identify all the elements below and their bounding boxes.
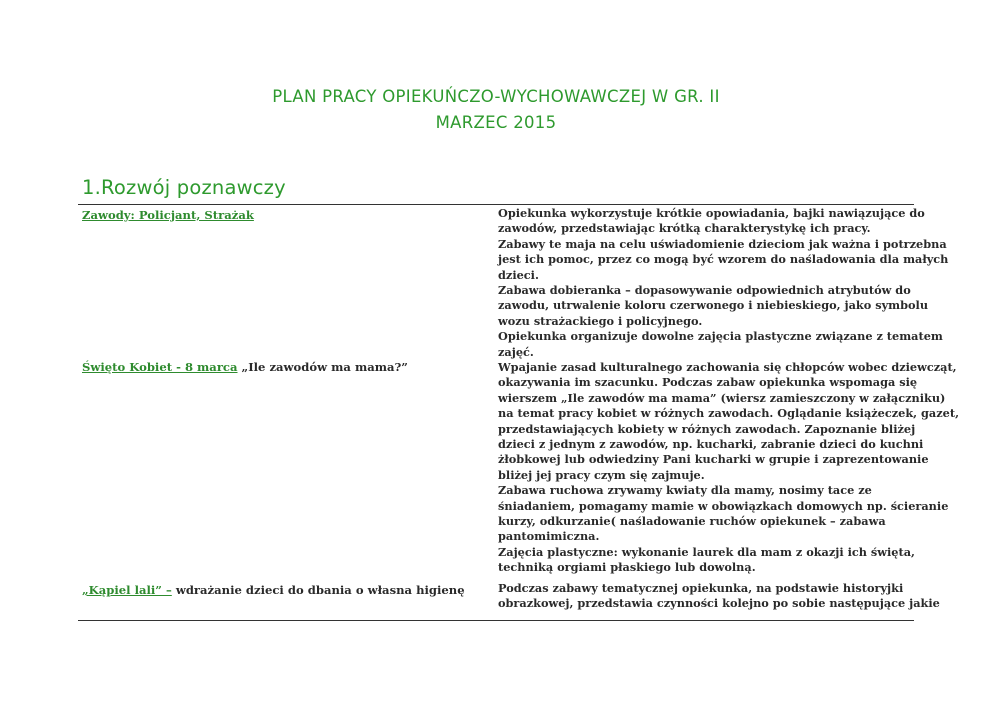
description-line: Zajęcia plastyczne: wykonanie laurek dla mam z okazji ich święta, — [498, 544, 915, 559]
topic-title: Zawody: Policjant, Strażak — [82, 208, 254, 222]
document-subtitle: MARZEC 2015 — [435, 113, 557, 132]
topic-subtitle: „Ile zawodów ma mama?” — [237, 360, 408, 374]
row-left-cell — [82, 208, 254, 222]
description-line: zawodu, utrwalenie koloru czerwonego i niebieskiego, jako symbolu — [498, 298, 929, 313]
description-line: techniką orgiami płaskiego lub dowolną. — [498, 560, 756, 575]
row-right-cell — [498, 206, 949, 360]
description-line: wierszem „Ile zawodów ma mama” (wiersz zamieszczony w załączniku) — [498, 390, 946, 405]
description-line: pantomimiczna. — [498, 529, 600, 544]
description-line: wozu strażackiego i policyjnego. — [498, 313, 703, 328]
description-line: okazywania im szacunku. Podczas zabaw opiekunka wspomaga się — [498, 375, 918, 390]
description-line: dzieci. — [498, 267, 539, 282]
description-line: zajęć. — [498, 344, 534, 359]
description-line: dzieci z jednym z zawodów, np. kucharki, zabranie dzieci do kuchni — [498, 437, 924, 452]
description-line: obrazkowej, przedstawia czynności kolejno po sobie następujące jakie — [498, 596, 940, 611]
description-line: Zabawa dobieranka – dopasowywanie odpowiednich atrybutów do — [498, 283, 911, 298]
description-line: Opiekunka organizuje dowolne zajęcia plastyczne związane z tematem — [498, 329, 943, 344]
topic-title: „Kąpiel lali” – — [82, 583, 172, 597]
description-line: Wpajanie zasad kulturalnego zachowania się chłopców wobec dziewcząt, — [498, 360, 957, 374]
document-title: PLAN PRACY OPIEKUŃCZO-WYCHOWAWCZEJ W GR. II — [272, 87, 720, 106]
description-line: bliżej jej pracy czym się zajmuje. — [498, 467, 705, 482]
row-left-cell — [82, 583, 465, 597]
row-right-cell — [498, 581, 940, 612]
description-line: Zabawy te maja na celu uświadomienie dzieciom jak ważna i potrzebna — [498, 236, 947, 251]
description-line: Podczas zabawy tematycznej opiekunka, na podstawie historyjki — [498, 581, 904, 595]
description-line: na temat pracy kobiet w różnych zawodach. Oglądanie książeczek, gazet, — [498, 406, 960, 421]
row-right-cell — [498, 360, 960, 576]
description-line: jest ich pomoc, przez co mogą być wzorem do naśladowania dla małych — [498, 252, 949, 267]
row-left-cell — [82, 360, 408, 374]
section-heading: 1.Rozwój poznawczy — [82, 176, 286, 199]
description-line: Opiekunka wykorzystuje krótkie opowiadania, bajki nawiązujące do — [498, 206, 925, 220]
description-line: śniadaniem, pomagamy mamie w obowiązkach domowych np. ścieranie — [498, 498, 949, 513]
topic-subtitle: wdrażanie dzieci do dbania o własna higienę — [171, 583, 465, 597]
description-line: kurzy, odkurzanie( naśladowanie ruchów opiekunek – zabawa — [498, 514, 886, 529]
description-line: przedstawiających kobiety w różnych zawodach. Zapoznanie bliżej — [498, 421, 916, 436]
plan-table — [78, 204, 960, 621]
description-line: żłobkowej lub odwiedziny Pani kucharki w grupie i zaprezentowanie — [498, 452, 929, 467]
description-line: Zabawa ruchowa zrywamy kwiaty dla mamy, nosimy tace ze — [498, 483, 872, 498]
description-line: zawodów, przedstawiając krótką charakterystykę ich pracy. — [498, 221, 871, 236]
topic-title: Święto Kobiet - 8 marca — [82, 360, 238, 374]
